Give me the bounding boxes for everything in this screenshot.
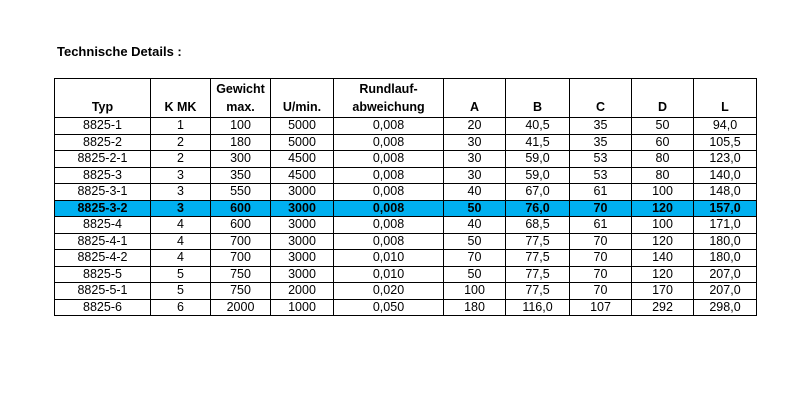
cell-c: 70 [570,283,632,300]
cell-d: 50 [632,118,694,135]
cell-c: 107 [570,299,632,316]
cell-d: 170 [632,283,694,300]
column-header-a [444,79,506,118]
table-row [55,167,757,184]
cell-c: 70 [570,233,632,250]
cell-u-min: 2000 [271,283,334,300]
cell-d: 140 [632,250,694,267]
cell-l: 207,0 [694,266,757,283]
cell-a: 100 [444,283,506,300]
cell-rundlaufabweichung: 0,008 [334,233,444,250]
cell-gewicht-max: 700 [211,233,271,250]
cell-k-mk: 6 [151,299,211,316]
cell-l: 298,0 [694,299,757,316]
table-row [55,250,757,267]
column-header-line: B [532,100,543,114]
table-body [55,118,757,316]
table-row [55,266,757,283]
cell-typ: 8825-3-1 [55,184,151,201]
cell-b: 116,0 [506,299,570,316]
cell-d: 100 [632,217,694,234]
cell-b: 77,5 [506,266,570,283]
cell-a: 50 [444,200,506,217]
table-row [55,184,757,201]
cell-b: 77,5 [506,250,570,267]
cell-l: 207,0 [694,283,757,300]
cell-l: 171,0 [694,217,757,234]
cell-u-min: 3000 [271,266,334,283]
table-row [55,217,757,234]
cell-u-min: 1000 [271,299,334,316]
cell-u-min: 5000 [271,118,334,135]
cell-rundlaufabweichung: 0,008 [334,118,444,135]
cell-gewicht-max: 700 [211,250,271,267]
cell-b: 68,5 [506,217,570,234]
cell-a: 70 [444,250,506,267]
cell-typ: 8825-5 [55,266,151,283]
column-header-line: Rundlauf- [359,82,418,96]
cell-rundlaufabweichung: 0,008 [334,134,444,151]
column-header-u-min [271,79,334,118]
cell-typ: 8825-2-1 [55,151,151,168]
cell-l: 94,0 [694,118,757,135]
cell-u-min: 3000 [271,217,334,234]
column-header-line: Typ [91,100,114,114]
cell-a: 50 [444,233,506,250]
cell-typ: 8825-4-1 [55,233,151,250]
cell-a: 30 [444,167,506,184]
table-row [55,151,757,168]
cell-c: 53 [570,167,632,184]
cell-u-min: 5000 [271,134,334,151]
cell-a: 20 [444,118,506,135]
cell-gewicht-max: 180 [211,134,271,151]
cell-b: 77,5 [506,283,570,300]
cell-typ: 8825-4 [55,217,151,234]
cell-d: 100 [632,184,694,201]
table-row [55,299,757,316]
cell-rundlaufabweichung: 0,010 [334,250,444,267]
cell-d: 120 [632,266,694,283]
column-header-line: L [721,100,729,114]
cell-rundlaufabweichung: 0,020 [334,283,444,300]
column-header-l [694,79,757,118]
column-header-line: U/min. [282,100,322,114]
cell-u-min: 3000 [271,184,334,201]
cell-c: 61 [570,217,632,234]
column-header-line: C [595,100,606,114]
cell-typ: 8825-4-2 [55,250,151,267]
cell-a: 180 [444,299,506,316]
column-header-b [506,79,570,118]
header-row [55,79,757,118]
cell-b: 59,0 [506,151,570,168]
column-header-k-mk [151,79,211,118]
column-header-line: K MK [164,100,197,114]
cell-k-mk: 2 [151,151,211,168]
column-header-typ [55,79,151,118]
cell-rundlaufabweichung: 0,008 [334,167,444,184]
cell-b: 77,5 [506,233,570,250]
cell-rundlaufabweichung: 0,050 [334,299,444,316]
cell-typ: 8825-1 [55,118,151,135]
cell-c: 70 [570,200,632,217]
cell-rundlaufabweichung: 0,010 [334,266,444,283]
cell-rundlaufabweichung: 0,008 [334,200,444,217]
technical-details-table [54,78,757,316]
column-header-line: max. [226,100,255,114]
cell-l: 140,0 [694,167,757,184]
column-header-gewicht-max [211,79,271,118]
cell-gewicht-max: 750 [211,266,271,283]
cell-b: 76,0 [506,200,570,217]
cell-u-min: 4500 [271,151,334,168]
cell-u-min: 4500 [271,167,334,184]
cell-c: 53 [570,151,632,168]
cell-l: 105,5 [694,134,757,151]
cell-b: 40,5 [506,118,570,135]
cell-d: 120 [632,200,694,217]
cell-gewicht-max: 2000 [211,299,271,316]
cell-a: 40 [444,217,506,234]
cell-k-mk: 5 [151,283,211,300]
cell-gewicht-max: 600 [211,217,271,234]
cell-c: 35 [570,118,632,135]
cell-u-min: 3000 [271,200,334,217]
cell-c: 35 [570,134,632,151]
cell-k-mk: 3 [151,184,211,201]
cell-d: 292 [632,299,694,316]
cell-c: 70 [570,266,632,283]
cell-a: 40 [444,184,506,201]
table-row [55,283,757,300]
table-row [55,134,757,151]
cell-gewicht-max: 350 [211,167,271,184]
table-row-highlighted [55,200,757,217]
cell-k-mk: 3 [151,200,211,217]
column-header-d [632,79,694,118]
cell-l: 180,0 [694,250,757,267]
column-header-line: D [657,100,668,114]
cell-u-min: 3000 [271,250,334,267]
cell-u-min: 3000 [271,233,334,250]
cell-k-mk: 4 [151,233,211,250]
cell-a: 50 [444,266,506,283]
column-header-line: abweichung [352,100,425,114]
cell-a: 30 [444,151,506,168]
cell-b: 67,0 [506,184,570,201]
cell-gewicht-max: 550 [211,184,271,201]
cell-k-mk: 2 [151,134,211,151]
cell-b: 41,5 [506,134,570,151]
cell-rundlaufabweichung: 0,008 [334,217,444,234]
cell-d: 60 [632,134,694,151]
table-row [55,118,757,135]
cell-a: 30 [444,134,506,151]
column-header-line: A [469,100,480,114]
cell-c: 61 [570,184,632,201]
cell-l: 157,0 [694,200,757,217]
cell-l: 148,0 [694,184,757,201]
cell-typ: 8825-2 [55,134,151,151]
section-title: Technische Details : [57,44,182,59]
column-header-rundlaufabweichung [334,79,444,118]
cell-d: 80 [632,167,694,184]
cell-k-mk: 5 [151,266,211,283]
cell-l: 123,0 [694,151,757,168]
cell-k-mk: 3 [151,167,211,184]
cell-k-mk: 4 [151,217,211,234]
cell-c: 70 [570,250,632,267]
cell-gewicht-max: 750 [211,283,271,300]
column-header-c [570,79,632,118]
cell-d: 120 [632,233,694,250]
cell-l: 180,0 [694,233,757,250]
cell-d: 80 [632,151,694,168]
cell-rundlaufabweichung: 0,008 [334,184,444,201]
cell-typ: 8825-3 [55,167,151,184]
cell-typ: 8825-3-2 [55,200,151,217]
cell-gewicht-max: 600 [211,200,271,217]
cell-b: 59,0 [506,167,570,184]
cell-rundlaufabweichung: 0,008 [334,151,444,168]
cell-gewicht-max: 300 [211,151,271,168]
table-row [55,233,757,250]
cell-k-mk: 4 [151,250,211,267]
cell-typ: 8825-6 [55,299,151,316]
column-header-line: Gewicht [216,82,265,96]
cell-k-mk: 1 [151,118,211,135]
cell-typ: 8825-5-1 [55,283,151,300]
cell-gewicht-max: 100 [211,118,271,135]
